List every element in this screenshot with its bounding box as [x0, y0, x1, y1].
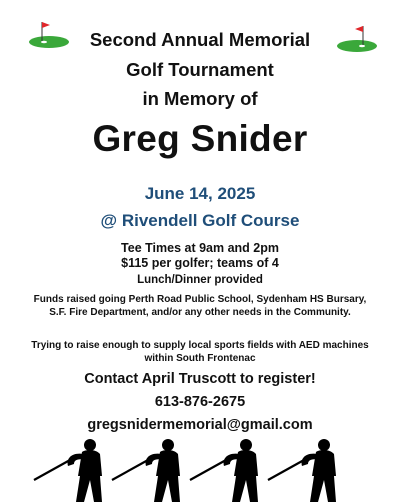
event-venue: @ Rivendell Golf Course — [100, 211, 300, 230]
contact-line: Contact April Truscott to register! — [84, 371, 316, 387]
phone-number: 613-876-2675 — [154, 394, 246, 410]
honoree-name: Greg Snider — [92, 118, 308, 159]
tee-times: Tee Times at 9am and 2pm — [121, 241, 279, 255]
golfer-silhouette-icon — [112, 439, 180, 502]
event-date: June 14, 2025 — [144, 184, 256, 203]
heading-line-1: Second Annual Memorial — [89, 29, 311, 50]
meal-info: Lunch/Dinner provided — [137, 274, 263, 286]
golfer-silhouette-icon — [190, 439, 258, 502]
heading-line-3: in Memory of — [142, 88, 258, 109]
heading-line-2: Golf Tournament — [126, 59, 274, 80]
aed-description: Trying to raise enough to supply local sports fields with AED machines within South Frontenac — [31, 340, 369, 364]
golfer-silhouettes — [0, 436, 400, 502]
golfer-silhouette-icon — [268, 439, 336, 502]
funds-description: Funds raised going Perth Road Public School, Sydenham HS Bursary, S.F. Fire Department, and/or any other needs in the Community. — [33, 294, 367, 318]
price-info: $115 per golfer; teams of 4 — [121, 256, 279, 270]
email-address: gregsnidermemorial@gmail.com — [87, 417, 313, 433]
golfer-silhouette-icon — [34, 439, 102, 502]
